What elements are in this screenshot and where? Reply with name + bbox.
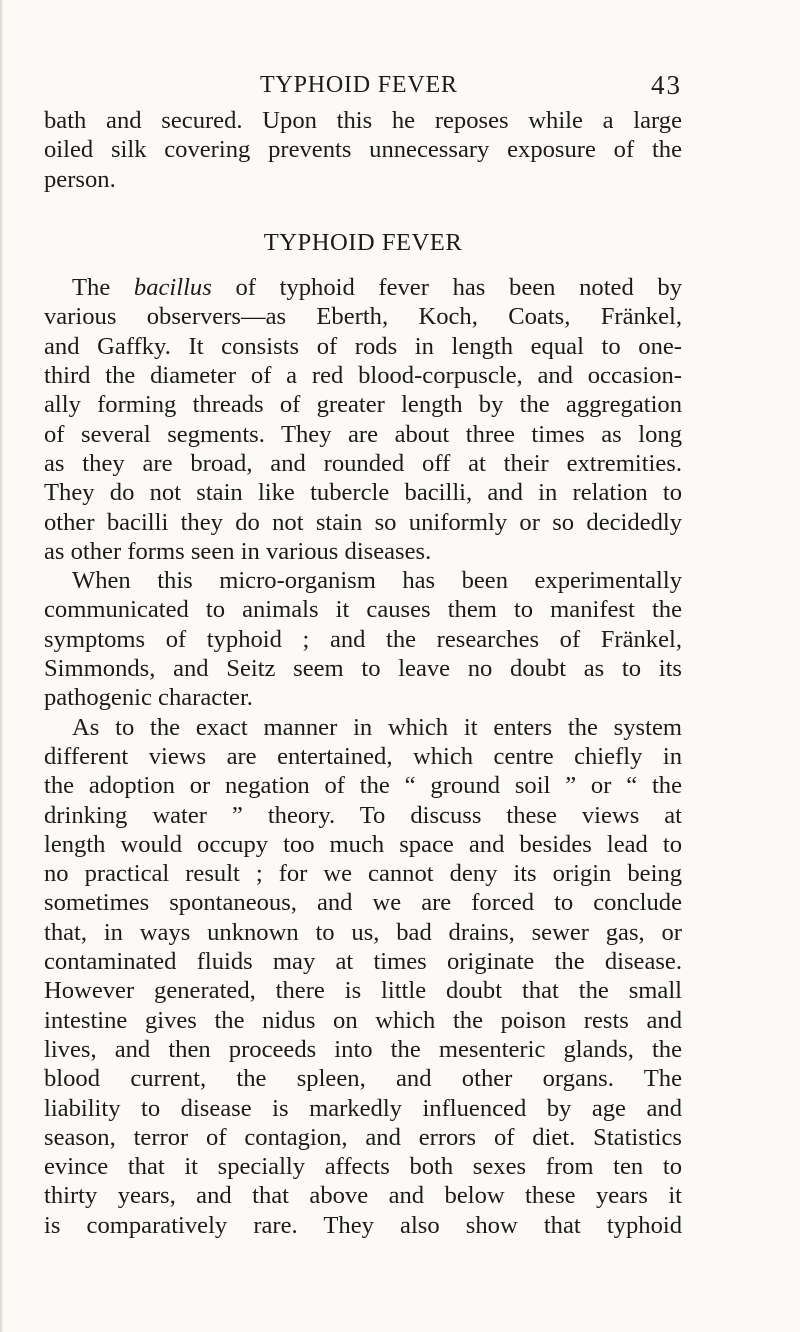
page-edge bbox=[0, 0, 3, 1332]
text-line: evince that it specially affects both sexes from ten to bbox=[44, 1153, 682, 1181]
text-line: no practical result ; for we cannot deny its origin being bbox=[44, 860, 682, 888]
text-line: bath and secured. Upon this he reposes while a large bbox=[44, 107, 682, 134]
text-line: blood current, the spleen, and other organs. The bbox=[44, 1065, 682, 1093]
text-line: is comparatively rare. They also show that typhoid bbox=[44, 1211, 682, 1239]
text-run: of typhoid fever has been noted by bbox=[211, 274, 682, 302]
text-line: drinking water ” theory. To discuss these views at bbox=[44, 801, 682, 829]
text-line bbox=[44, 273, 682, 302]
section-heading: TYPHOID FEVER bbox=[263, 228, 463, 256]
text-line: pathogenic character. bbox=[44, 684, 253, 712]
text-line: communicated to animals it causes them to manifest the bbox=[44, 596, 682, 624]
text-line: other bacilli they do not stain so uniformly or so decidedly bbox=[44, 508, 682, 536]
text-line: oiled silk covering prevents unnecessary exposure of the bbox=[44, 136, 682, 164]
text-line: ally forming threads of greater length by the aggregation bbox=[44, 391, 682, 419]
text-line: However generated, there is little doubt that the small bbox=[44, 977, 682, 1005]
paragraph-bacillus bbox=[44, 273, 682, 566]
text-line: and Gaffky. It consists of rods in length equal to one- bbox=[44, 332, 682, 360]
page-number: 43 bbox=[651, 70, 682, 100]
text-line: third the diameter of a red blood-corpuscle, and occasion- bbox=[44, 362, 682, 390]
text-line: They do not stain like tubercle bacilli, and in relation to bbox=[44, 479, 682, 507]
text-line: symptoms of typhoid ; and the researches of Fränkel, bbox=[44, 625, 682, 653]
text-line: thirty years, and that above and below these years it bbox=[44, 1182, 682, 1210]
italic-term: bacillus bbox=[133, 274, 212, 302]
text-line: as they are broad, and rounded off at their extremities. bbox=[44, 449, 682, 477]
text-run: The bbox=[72, 274, 134, 302]
text-line: Simmonds, and Seitz seem to leave no doubt as to its bbox=[44, 655, 682, 683]
text-line: that, in ways unknown to us, bad drains, sewer gas, or bbox=[44, 918, 682, 946]
text-line: person. bbox=[44, 165, 116, 193]
text-line: liability to disease is markedly influenced by age and bbox=[44, 1094, 682, 1122]
running-title: TYPHOID FEVER bbox=[260, 72, 458, 98]
text-line: the adoption or negation of the “ ground soil ” or “ the bbox=[44, 772, 682, 800]
opening-paragraph bbox=[44, 106, 682, 194]
text-line: contaminated fluids may at times originate the disease. bbox=[44, 948, 682, 976]
text-line: season, terror of contagion, and errors of diet. Statistics bbox=[44, 1123, 682, 1151]
text-line: As to the exact manner in which it enters the system bbox=[72, 713, 682, 741]
page-body bbox=[44, 106, 682, 1240]
text-line: as other forms seen in various diseases. bbox=[44, 537, 432, 565]
text-line: lives, and then proceeds into the mesenteric glands, the bbox=[44, 1035, 682, 1063]
text-line: of several segments. They are about three times as long bbox=[44, 420, 682, 448]
paragraph-transmission bbox=[44, 713, 682, 1240]
text-line: various observers—as Eberth, Koch, Coats, Fränkel, bbox=[44, 303, 682, 331]
text-line: different views are entertained, which centre chiefly in bbox=[44, 742, 682, 770]
text-line: sometimes spontaneous, and we are forced to conclude bbox=[44, 889, 682, 917]
text-line: When this micro-organism has been experimentally bbox=[72, 567, 682, 595]
text-line: length would occupy too much space and besides lead to bbox=[44, 830, 682, 858]
paragraph-experiments bbox=[44, 566, 682, 712]
text-line: intestine gives the nidus on which the poison rests and bbox=[44, 1006, 682, 1034]
running-head bbox=[0, 70, 800, 104]
